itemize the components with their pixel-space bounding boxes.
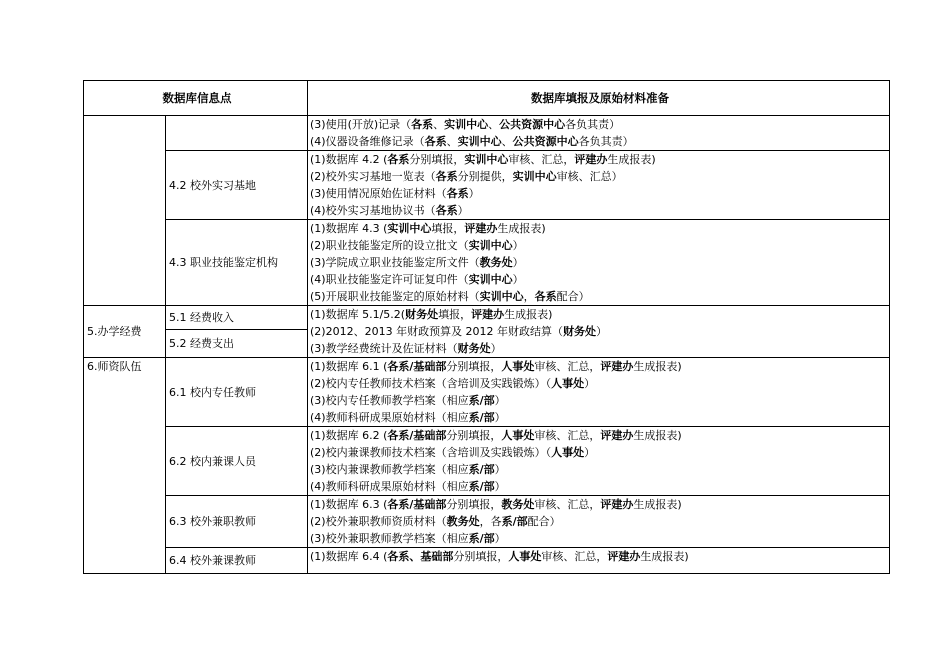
material-line: (4)教师科研成果原始材料（相应系/部） — [310, 411, 506, 424]
table-row — [84, 496, 890, 548]
material-line: (2)职业技能鉴定所的设立批文（实训中心） — [310, 239, 524, 252]
item-cell — [166, 116, 308, 151]
item-cell: 5.2 经费支出 — [166, 330, 308, 358]
section-cell — [84, 116, 166, 306]
material-line: (3)学院成立职业技能鉴定所文件（教务处） — [310, 256, 524, 269]
material-line: (2)校内兼课教师技术档案（含培训及实践锻炼）（人事处） — [310, 446, 596, 459]
material-line: (1)数据库 6.2 (各系/基础部分别填报，人事处审核、汇总，评建办生成报表) — [310, 429, 682, 442]
materials-cell — [308, 306, 890, 358]
material-line: (2)2012、2013 年财政预算及 2012 年财政结算（财务处） — [310, 325, 608, 338]
material-line: (3)教学经费统计及佐证材料（财务处） — [310, 342, 502, 355]
table-row — [84, 358, 890, 427]
material-line: (3)使用(开放)记录（各系、实训中心、公共资源中心各负其责） — [310, 118, 621, 131]
table-row — [84, 548, 890, 574]
materials-cell — [308, 427, 890, 496]
data-table — [83, 80, 890, 574]
materials-cell — [308, 220, 890, 306]
table-row — [84, 220, 890, 306]
materials-cell — [308, 358, 890, 427]
table-row — [84, 116, 890, 151]
material-line: (1)数据库 6.4 (各系、基础部分别填报，人事处审核、汇总，评建办生成报表) — [310, 550, 689, 563]
material-line: (2)校外兼职教师资质材料（教务处，各系/部配合） — [310, 515, 561, 528]
table-row — [84, 306, 890, 330]
item-cell: 6.1 校内专任教师 — [166, 358, 308, 427]
header-materials: 数据库填报及原始材料准备 — [308, 81, 890, 116]
material-line: (3)使用情况原始佐证材料（各系） — [310, 187, 480, 200]
header-info-point: 数据库信息点 — [84, 81, 308, 116]
materials-cell — [308, 548, 890, 574]
materials-cell — [308, 151, 890, 220]
item-cell: 6.4 校外兼课教师 — [166, 548, 308, 574]
material-line: (3)校外兼职教师教学档案（相应系/部） — [310, 532, 506, 545]
material-line: (4)教师科研成果原始材料（相应系/部） — [310, 480, 506, 493]
table-row — [84, 427, 890, 496]
material-line: (2)校外实习基地一览表（各系分别提供，实训中心审核、汇总） — [310, 170, 623, 183]
material-line: (4)校外实习基地协议书（各系） — [310, 204, 469, 217]
section-cell: 6.师资队伍 — [84, 358, 166, 574]
material-line: (4)职业技能鉴定许可证复印件（实训中心） — [310, 273, 524, 286]
section-cell: 5.办学经费 — [84, 306, 166, 358]
item-cell: 6.3 校外兼职教师 — [166, 496, 308, 548]
material-line: (1)数据库 6.1 (各系/基础部分别填报，人事处审核、汇总，评建办生成报表) — [310, 360, 682, 373]
item-cell: 4.2 校外实习基地 — [166, 151, 308, 220]
material-line: (3)校内兼课教师教学档案（相应系/部） — [310, 463, 506, 476]
material-line: (1)数据库 5.1/5.2(财务处填报，评建办生成报表) — [310, 308, 553, 321]
material-line: (3)校内专任教师教学档案（相应系/部） — [310, 394, 506, 407]
materials-cell — [308, 496, 890, 548]
materials-cell — [308, 116, 890, 151]
material-line: (1)数据库 4.3 (实训中心填报，评建办生成报表) — [310, 222, 546, 235]
item-cell: 6.2 校内兼课人员 — [166, 427, 308, 496]
table-header-row — [84, 81, 890, 116]
material-line: (1)数据库 4.2 (各系分别填报，实训中心审核、汇总，评建办生成报表) — [310, 153, 656, 166]
material-line: (1)数据库 6.3 (各系/基础部分别填报，教务处审核、汇总，评建办生成报表) — [310, 498, 682, 511]
table-row — [84, 151, 890, 220]
material-line: (4)仪器设备维修记录（各系、实训中心、公共资源中心各负其责） — [310, 135, 634, 148]
material-line: (5)开展职业技能鉴定的原始材料（实训中心，各系配合） — [310, 290, 590, 303]
item-cell: 5.1 经费收入 — [166, 306, 308, 330]
item-cell: 4.3 职业技能鉴定机构 — [166, 220, 308, 306]
material-line: (2)校内专任教师技术档案（含培训及实践锻炼）（人事处） — [310, 377, 596, 390]
